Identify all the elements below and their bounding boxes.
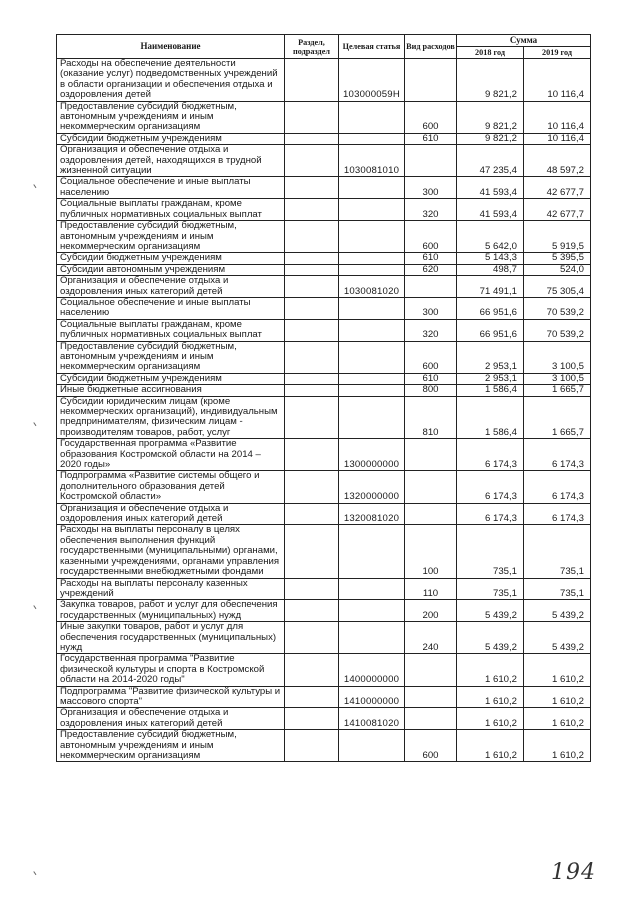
row-section-cell bbox=[285, 221, 339, 253]
row-2019-cell: 42 677,7 bbox=[524, 199, 591, 221]
row-name-cell: Иные закупки товаров, работ и услуг для обеспечения государственных (муниципальных) нужд bbox=[57, 622, 285, 654]
table-row bbox=[57, 199, 591, 221]
row-section-cell bbox=[285, 59, 339, 102]
row-2019-cell: 48 597,2 bbox=[524, 145, 591, 177]
row-section-cell bbox=[285, 686, 339, 708]
row-target-cell: 1410000000 bbox=[339, 686, 405, 708]
budget-table-sheet bbox=[56, 34, 590, 762]
row-target-cell bbox=[339, 101, 405, 133]
row-2018-cell: 2 953,1 bbox=[457, 341, 524, 373]
row-2018-cell: 9 821,2 bbox=[457, 101, 524, 133]
row-2018-cell: 498,7 bbox=[457, 264, 524, 275]
row-section-cell bbox=[285, 297, 339, 319]
header-sum: Сумма bbox=[457, 35, 591, 47]
row-section-cell bbox=[285, 101, 339, 133]
row-name-cell: Расходы на выплаты персоналу казенных учреждений bbox=[57, 578, 285, 600]
row-type-cell: 600 bbox=[405, 341, 457, 373]
row-target-cell bbox=[339, 622, 405, 654]
header-type: Вид расходов bbox=[405, 35, 457, 59]
row-2019-cell: 735,1 bbox=[524, 578, 591, 600]
row-name-cell: Подпрограмма «Развитие системы общего и дополнительного образования детей Костромской области» bbox=[57, 471, 285, 503]
row-target-cell: 1320000000 bbox=[339, 471, 405, 503]
table-row bbox=[57, 145, 591, 177]
row-section-cell bbox=[285, 276, 339, 298]
table-row bbox=[57, 133, 591, 144]
row-2019-cell: 5 439,2 bbox=[524, 600, 591, 622]
budget-table bbox=[56, 34, 591, 762]
row-name-cell: Субсидии автономным учреждениям bbox=[57, 264, 285, 275]
row-target-cell bbox=[339, 221, 405, 253]
row-2019-cell: 42 677,7 bbox=[524, 177, 591, 199]
row-2018-cell: 66 951,6 bbox=[457, 319, 524, 341]
row-section-cell bbox=[285, 396, 339, 439]
row-section-cell bbox=[285, 525, 339, 578]
row-name-cell: Организация и обеспечение отдыха и оздоровления иных категорий детей bbox=[57, 708, 285, 730]
header-2019: 2019 год bbox=[524, 47, 591, 59]
row-target-cell bbox=[339, 373, 405, 384]
row-2018-cell: 6 174,3 bbox=[457, 439, 524, 471]
row-2018-cell: 1 610,2 bbox=[457, 654, 524, 686]
row-2018-cell: 5 439,2 bbox=[457, 600, 524, 622]
row-2019-cell: 1 610,2 bbox=[524, 654, 591, 686]
row-type-cell: 200 bbox=[405, 600, 457, 622]
row-name-cell: Социальное обеспечение и иные выплаты населению bbox=[57, 177, 285, 199]
row-2019-cell: 1 610,2 bbox=[524, 730, 591, 762]
row-name-cell: Предоставление субсидий бюджетным, автономным учреждениям и иным некоммерческим организациям bbox=[57, 221, 285, 253]
row-name-cell: Субсидии бюджетным учреждениям bbox=[57, 133, 285, 144]
row-2018-cell: 5 143,3 bbox=[457, 253, 524, 264]
row-section-cell bbox=[285, 708, 339, 730]
table-row bbox=[57, 253, 591, 264]
table-row bbox=[57, 578, 591, 600]
row-name-cell: Организация и обеспечение отдыха и оздоровления иных категорий детей bbox=[57, 503, 285, 525]
row-section-cell bbox=[285, 253, 339, 264]
row-type-cell bbox=[405, 708, 457, 730]
row-2019-cell: 735,1 bbox=[524, 525, 591, 578]
row-type-cell: 620 bbox=[405, 264, 457, 275]
row-type-cell: 610 bbox=[405, 133, 457, 144]
page-number: 194 bbox=[551, 860, 596, 885]
table-row bbox=[57, 708, 591, 730]
table-row bbox=[57, 654, 591, 686]
header-target: Целевая статья bbox=[339, 35, 405, 59]
margin-mark bbox=[33, 420, 39, 426]
row-target-cell bbox=[339, 600, 405, 622]
row-2018-cell: 1 586,4 bbox=[457, 396, 524, 439]
row-2019-cell: 75 305,4 bbox=[524, 276, 591, 298]
row-2018-cell: 735,1 bbox=[457, 578, 524, 600]
row-name-cell: Субсидии бюджетным учреждениям bbox=[57, 373, 285, 384]
table-header-row bbox=[57, 35, 591, 47]
row-target-cell bbox=[339, 319, 405, 341]
row-target-cell bbox=[339, 199, 405, 221]
row-2018-cell: 66 951,6 bbox=[457, 297, 524, 319]
row-section-cell bbox=[285, 439, 339, 471]
row-target-cell: 1300000000 bbox=[339, 439, 405, 471]
row-name-cell: Государственная программа "Развитие физической культуры и спорта в Костромской области на 2014-2020 годы" bbox=[57, 654, 285, 686]
row-2019-cell: 70 539,2 bbox=[524, 297, 591, 319]
row-name-cell: Закупка товаров, работ и услуг для обеспечения государственных (муниципальных) нужд bbox=[57, 600, 285, 622]
row-2019-cell: 10 116,4 bbox=[524, 59, 591, 102]
header-name: Наименование bbox=[57, 35, 285, 59]
table-row bbox=[57, 686, 591, 708]
row-2019-cell: 6 174,3 bbox=[524, 503, 591, 525]
row-type-cell: 610 bbox=[405, 373, 457, 384]
row-section-cell bbox=[285, 264, 339, 275]
table-row bbox=[57, 341, 591, 373]
table-row bbox=[57, 319, 591, 341]
row-target-cell bbox=[339, 396, 405, 439]
header-2018: 2018 год bbox=[457, 47, 524, 59]
row-2018-cell: 735,1 bbox=[457, 525, 524, 578]
row-name-cell: Предоставление субсидий бюджетным, автономным учреждениям и иным некоммерческим организациям bbox=[57, 730, 285, 762]
row-2018-cell: 9 821,2 bbox=[457, 59, 524, 102]
row-target-cell bbox=[339, 525, 405, 578]
table-row bbox=[57, 373, 591, 384]
table-row bbox=[57, 59, 591, 102]
table-row bbox=[57, 101, 591, 133]
row-section-cell bbox=[285, 373, 339, 384]
row-target-cell: 1030081010 bbox=[339, 145, 405, 177]
row-target-cell bbox=[339, 133, 405, 144]
row-target-cell bbox=[339, 177, 405, 199]
row-2018-cell: 1 586,4 bbox=[457, 385, 524, 396]
row-section-cell bbox=[285, 654, 339, 686]
table-row bbox=[57, 385, 591, 396]
row-section-cell bbox=[285, 177, 339, 199]
row-type-cell bbox=[405, 471, 457, 503]
row-type-cell: 320 bbox=[405, 319, 457, 341]
row-section-cell bbox=[285, 319, 339, 341]
row-type-cell: 600 bbox=[405, 221, 457, 253]
row-target-cell bbox=[339, 730, 405, 762]
row-target-cell bbox=[339, 385, 405, 396]
row-2018-cell: 1 610,2 bbox=[457, 730, 524, 762]
row-2018-cell: 41 593,4 bbox=[457, 199, 524, 221]
row-section-cell bbox=[285, 199, 339, 221]
row-2018-cell: 6 174,3 bbox=[457, 503, 524, 525]
row-target-cell bbox=[339, 297, 405, 319]
row-2019-cell: 3 100,5 bbox=[524, 341, 591, 373]
row-target-cell: 1410081020 bbox=[339, 708, 405, 730]
row-2018-cell: 5 439,2 bbox=[457, 622, 524, 654]
row-target-cell bbox=[339, 253, 405, 264]
row-2019-cell: 6 174,3 bbox=[524, 471, 591, 503]
row-section-cell bbox=[285, 145, 339, 177]
row-type-cell bbox=[405, 145, 457, 177]
row-2019-cell: 1 665,7 bbox=[524, 396, 591, 439]
row-section-cell bbox=[285, 341, 339, 373]
row-2019-cell: 1 610,2 bbox=[524, 708, 591, 730]
row-2019-cell: 10 116,4 bbox=[524, 133, 591, 144]
row-2019-cell: 6 174,3 bbox=[524, 439, 591, 471]
row-target-cell: 1030081020 bbox=[339, 276, 405, 298]
row-section-cell bbox=[285, 600, 339, 622]
row-type-cell: 320 bbox=[405, 199, 457, 221]
table-row bbox=[57, 221, 591, 253]
row-type-cell bbox=[405, 503, 457, 525]
row-type-cell: 800 bbox=[405, 385, 457, 396]
row-section-cell bbox=[285, 471, 339, 503]
table-row bbox=[57, 525, 591, 578]
row-type-cell bbox=[405, 654, 457, 686]
table-row bbox=[57, 622, 591, 654]
row-2019-cell: 70 539,2 bbox=[524, 319, 591, 341]
row-name-cell: Субсидии юридическим лицам (кроме некоммерческих организаций), индивидуальным предпринимателям, физическим лицам - производителям товаров, работ, услуг bbox=[57, 396, 285, 439]
row-target-cell: 103000059Н bbox=[339, 59, 405, 102]
row-target-cell bbox=[339, 578, 405, 600]
row-type-cell bbox=[405, 439, 457, 471]
row-type-cell bbox=[405, 59, 457, 102]
row-2018-cell: 47 235,4 bbox=[457, 145, 524, 177]
row-name-cell: Расходы на выплаты персоналу в целях обеспечения выполнения функций государственными (муниципальными) органами, казенными учреждениями, органами управления государственными внебюджетными фондами bbox=[57, 525, 285, 578]
row-name-cell: Организация и обеспечение отдыха и оздоровления детей, находящихся в трудной жизненной ситуации bbox=[57, 145, 285, 177]
row-2018-cell: 2 953,1 bbox=[457, 373, 524, 384]
header-section: Раздел, подраздел bbox=[285, 35, 339, 59]
row-name-cell: Организация и обеспечение отдыха и оздоровления иных категорий детей bbox=[57, 276, 285, 298]
row-2019-cell: 5 919,5 bbox=[524, 221, 591, 253]
row-2018-cell: 71 491,1 bbox=[457, 276, 524, 298]
row-name-cell: Расходы на обеспечение деятельности (оказание услуг) подведомственных учреждений в области организации и обеспечения отдыха и оздоровления детей bbox=[57, 59, 285, 102]
row-name-cell: Государственная программа «Развитие образования Костромской области на 2014 – 2020 годы» bbox=[57, 439, 285, 471]
row-section-cell bbox=[285, 578, 339, 600]
row-2018-cell: 41 593,4 bbox=[457, 177, 524, 199]
row-2018-cell: 6 174,3 bbox=[457, 471, 524, 503]
table-row bbox=[57, 600, 591, 622]
table-row bbox=[57, 730, 591, 762]
margin-mark bbox=[33, 603, 39, 609]
row-type-cell: 600 bbox=[405, 730, 457, 762]
row-type-cell: 240 bbox=[405, 622, 457, 654]
row-name-cell: Субсидии бюджетным учреждениям bbox=[57, 253, 285, 264]
row-2019-cell: 3 100,5 bbox=[524, 373, 591, 384]
row-type-cell: 810 bbox=[405, 396, 457, 439]
row-type-cell: 300 bbox=[405, 177, 457, 199]
row-section-cell bbox=[285, 622, 339, 654]
row-target-cell bbox=[339, 341, 405, 373]
row-type-cell: 610 bbox=[405, 253, 457, 264]
row-2018-cell: 1 610,2 bbox=[457, 686, 524, 708]
table-row bbox=[57, 297, 591, 319]
table-row bbox=[57, 503, 591, 525]
row-type-cell: 300 bbox=[405, 297, 457, 319]
row-type-cell: 110 bbox=[405, 578, 457, 600]
row-section-cell bbox=[285, 730, 339, 762]
row-type-cell: 100 bbox=[405, 525, 457, 578]
row-section-cell bbox=[285, 133, 339, 144]
row-2019-cell: 1 610,2 bbox=[524, 686, 591, 708]
row-name-cell: Предоставление субсидий бюджетным, автономным учреждениям и иным некоммерческим организациям bbox=[57, 341, 285, 373]
row-2019-cell: 5 439,2 bbox=[524, 622, 591, 654]
row-name-cell: Социальные выплаты гражданам, кроме публичных нормативных социальных выплат bbox=[57, 319, 285, 341]
row-name-cell: Социальное обеспечение и иные выплаты населению bbox=[57, 297, 285, 319]
margin-mark bbox=[33, 182, 39, 188]
table-row bbox=[57, 439, 591, 471]
row-type-cell: 600 bbox=[405, 101, 457, 133]
row-target-cell bbox=[339, 264, 405, 275]
table-row bbox=[57, 177, 591, 199]
row-section-cell bbox=[285, 385, 339, 396]
row-2019-cell: 10 116,4 bbox=[524, 101, 591, 133]
table-row bbox=[57, 396, 591, 439]
row-target-cell: 1320081020 bbox=[339, 503, 405, 525]
row-name-cell: Предоставление субсидий бюджетным, автономным учреждениям и иным некоммерческим организациям bbox=[57, 101, 285, 133]
row-2019-cell: 1 665,7 bbox=[524, 385, 591, 396]
table-row bbox=[57, 264, 591, 275]
row-type-cell bbox=[405, 276, 457, 298]
table-row bbox=[57, 471, 591, 503]
table-row bbox=[57, 276, 591, 298]
row-name-cell: Подпрограмма "Развитие физической культуры и массового спорта" bbox=[57, 686, 285, 708]
row-section-cell bbox=[285, 503, 339, 525]
row-2018-cell: 5 642,0 bbox=[457, 221, 524, 253]
row-type-cell bbox=[405, 686, 457, 708]
row-target-cell: 1400000000 bbox=[339, 654, 405, 686]
row-2018-cell: 9 821,2 bbox=[457, 133, 524, 144]
row-2019-cell: 5 395,5 bbox=[524, 253, 591, 264]
row-name-cell: Иные бюджетные ассигнования bbox=[57, 385, 285, 396]
row-2018-cell: 1 610,2 bbox=[457, 708, 524, 730]
row-name-cell: Социальные выплаты гражданам, кроме публичных нормативных социальных выплат bbox=[57, 199, 285, 221]
margin-mark bbox=[33, 869, 39, 875]
row-2019-cell: 524,0 bbox=[524, 264, 591, 275]
